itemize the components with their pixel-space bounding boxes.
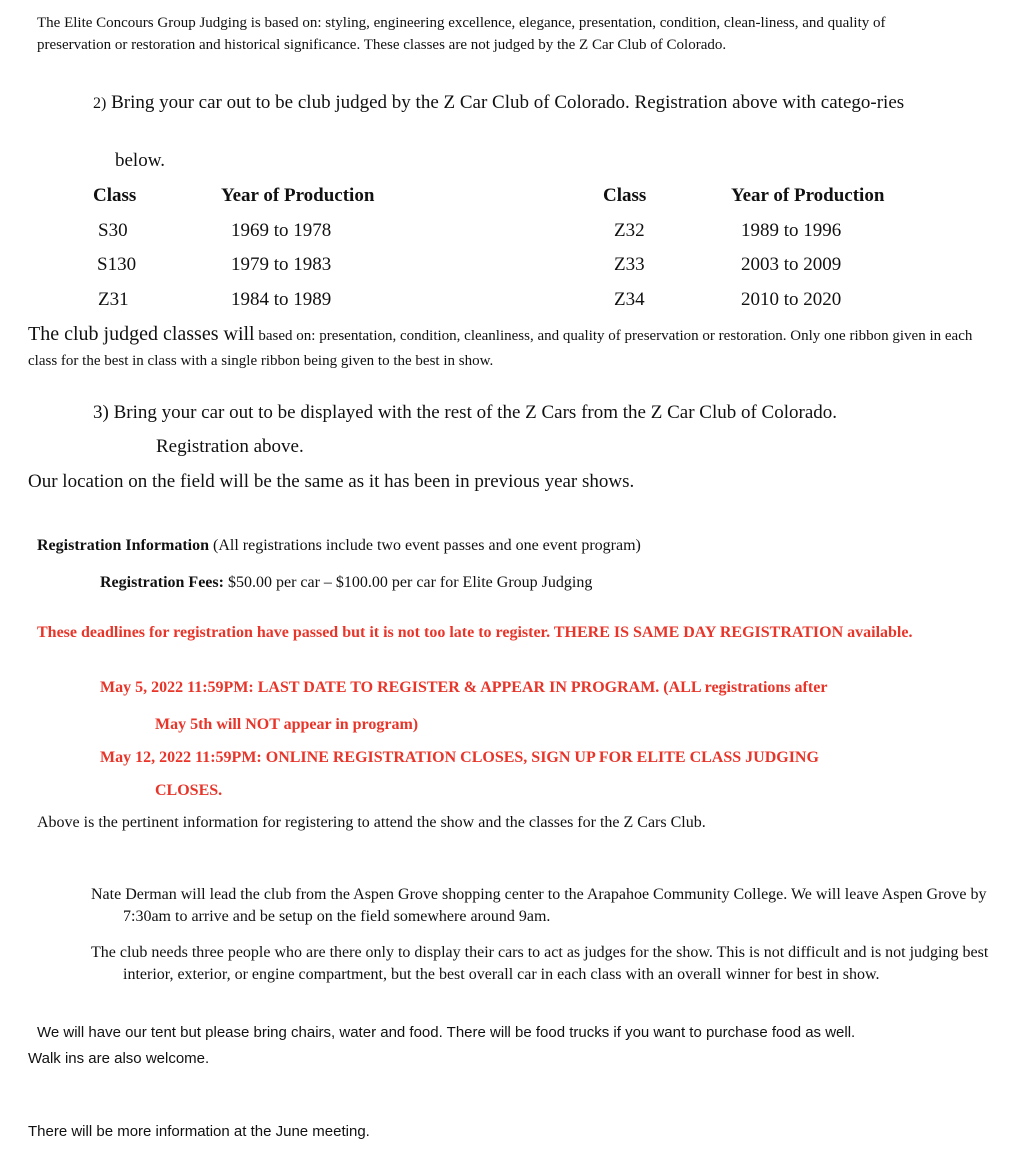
table-cell-year: 1984 to 1989 [231, 289, 332, 310]
deadline-item: May 5, 2022 11:59PM: LAST DATE TO REGISTER & APPEAR IN PROGRAM. (ALL registrations after [100, 679, 828, 696]
club-judged-paragraph [28, 322, 988, 374]
option-2-number: 2) [93, 95, 107, 112]
club-judged-text: based on: presentation, condition, cleanliness, and quality of preservation or restoration. Only one ribbon given in each class for the best in class with a single ribbon being given to the best in show. [28, 328, 973, 369]
judges-needed-paragraph: The club needs three people who are there only to display their cars to act as judges for the show. This is not difficult and is not judging best interior, exterior, or engine compartment, but the best overall car in each class with an overall winner for best in show. [91, 944, 989, 983]
table-header-class: Class [603, 185, 647, 206]
option-3-paragraph: 3) Bring your car out to be displayed with the rest of the Z Cars from the Z Car Club of Colorado. [93, 402, 838, 423]
table-cell-year: 2003 to 2009 [741, 254, 842, 275]
deadline-item-continued: May 5th will NOT appear in program) [155, 716, 419, 733]
tent-note: We will have our tent but please bring chairs, water and food. There will be food trucks if you want to purchase food as well. [37, 1024, 856, 1041]
table-cell-class: Z31 [98, 289, 129, 310]
registration-info [37, 535, 641, 557]
registration-fees-text: $50.00 per car – $100.00 per car for Elite Group Judging [227, 574, 593, 591]
option-2-continued: below. [115, 150, 165, 171]
table-header-year: Year of Production [221, 185, 375, 206]
option-2-text: Bring your car out to be club judged by the Z Car Club of Colorado. Registration above with catego-ries [111, 92, 905, 113]
walk-ins-note: Walk ins are also welcome. [28, 1050, 210, 1067]
table-cell-class: Z32 [614, 220, 645, 241]
deadline-item-continued: CLOSES. [155, 782, 223, 799]
table-cell-class: Z33 [614, 254, 645, 275]
club-judged-lead: The club judged classes will [28, 323, 255, 345]
location-note: Our location on the field will be the same as it has been in previous year shows. [28, 471, 635, 492]
table-cell-class: Z34 [614, 289, 645, 310]
table-cell-year: 1969 to 1978 [231, 220, 332, 241]
deadline-notice: These deadlines for registration have passed but it is not too late to register. THERE IS SAME DAY REGISTRATION available. [37, 624, 913, 641]
deadline-item: May 12, 2022 11:59PM: ONLINE REGISTRATION CLOSES, SIGN UP FOR ELITE CLASS JUDGING [100, 749, 819, 766]
table-cell-year: 2010 to 2020 [741, 289, 842, 310]
elite-judging-paragraph: The Elite Concours Group Judging is based on: styling, engineering excellence, elegance, presentation, condition, clean-liness, and quality of preservation or restoration and historical significance. These classes are not judged by the Z Car Club of Colorado. [37, 15, 886, 53]
registration-info-label: Registration Information [37, 537, 209, 554]
registration-info-text: (All registrations include two event passes and one event program) [212, 537, 641, 554]
table-cell-class: S30 [98, 220, 128, 241]
table-header-year: Year of Production [731, 185, 885, 206]
option-3-continued: Registration above. [156, 436, 304, 457]
registration-summary: Above is the pertinent information for registering to attend the show and the classes for the Z Cars Club. [37, 814, 706, 831]
table-cell-class: S130 [97, 254, 137, 275]
table-header-class: Class [93, 185, 137, 206]
more-info-note: There will be more information at the June meeting. [28, 1123, 370, 1140]
registration-fees [100, 572, 592, 594]
lead-drive-paragraph: Nate Derman will lead the club from the Aspen Grove shopping center to the Arapahoe Community College. We will leave Aspen Grove by 7:30am to arrive and be setup on the field somewhere around 9am. [91, 886, 987, 925]
table-cell-year: 1989 to 1996 [741, 220, 842, 241]
registration-fees-label: Registration Fees: [100, 574, 224, 591]
option-2-paragraph [85, 91, 985, 116]
table-cell-year: 1979 to 1983 [231, 254, 332, 275]
